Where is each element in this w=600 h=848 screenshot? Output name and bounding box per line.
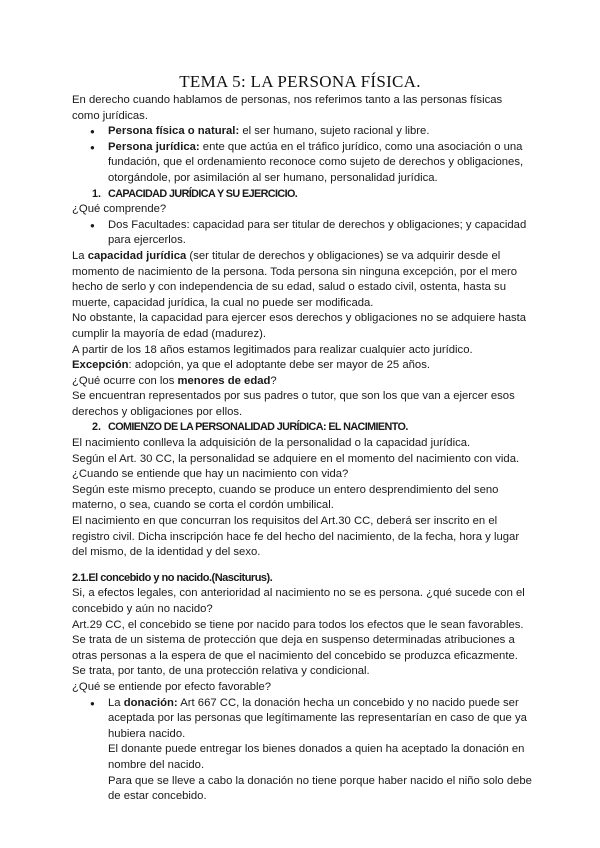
indented-paragraph: El donante puede entregar los bienes donados a quien ha aceptado la donación en nombre del nacido. <box>108 743 525 771</box>
bullet-text: ente que actúa en el tráfico jurídico, como una asociación o una fundación, que el ordenamiento reconoce como sujeto de derechos y obligaciones, otorgándole, por asimilación al ser humano, personalidad jurídica. <box>108 140 524 184</box>
question: ¿Cuando se entiende que hay un nacimiento con vida? <box>72 468 349 481</box>
text-run: : adopción, ya que el adoptante debe ser mayor de 25 años. <box>128 359 430 372</box>
question: ¿Qué se entiende por efecto favorable? <box>72 680 272 693</box>
paragraph: Se encuentran representados por sus padres o tutor, que son los que van a ejercer esos derechos y obligaciones por ellos. <box>72 390 515 418</box>
bullet-persona-juridica <box>72 140 532 187</box>
section-title: COMIENZO DE LA PERSONALIDAD JURÍDICA: EL NACIMIENTO. <box>108 421 408 434</box>
bullet-donacion <box>72 696 532 743</box>
text-run: La <box>72 249 88 262</box>
text-run: Art 667 CC, la donación hecha un concebido y no nacido puede ser aceptada por las personas que legítimamente las representarían en caso de que ya hubiera nacido. <box>108 696 527 740</box>
intro-paragraph: En derecho cuando hablamos de personas, nos referimos tanto a las personas físicas como jurídicas. <box>72 94 503 122</box>
paragraph <box>72 358 532 374</box>
bullet-label: Persona física o natural: <box>108 125 240 138</box>
paragraph: No obstante, la capacidad para ejercer esos derechos y obligaciones no se adquiere hasta cumplir la mayoría de edad (madurez). <box>72 312 527 340</box>
bold-term: Excepción <box>72 359 129 372</box>
bold-term: menores de edad <box>177 374 271 387</box>
bullet-persona-fisica <box>72 124 532 140</box>
section-number: 2. <box>92 421 102 434</box>
paragraph: El nacimiento en que concurran los requisitos del Art.30 CC, deberá ser inscrito en el registro civil. Dicha inscripción hace fe del hecho del nacimiento, de la fecha, hora y lugar del mismo, de la identidad y del sexo. <box>72 515 520 559</box>
page-title: TEMA 5: LA PERSONA FÍSICA. <box>179 72 421 91</box>
paragraph: Se trata de un sistema de protección que deja en suspenso determinadas atribuciones a otras personas a la espera de que el nacimiento del concebido se produzca eficazmente. <box>72 634 518 662</box>
section-heading-1 <box>72 187 532 203</box>
spacer <box>72 561 532 571</box>
bullet-facultades: ● Dos Facultades: capacidad para ser titular de derechos y obligaciones; y capacidad para ejercerlos. <box>72 218 532 249</box>
text-run: ¿Qué ocurre con los <box>72 374 178 387</box>
text-run: La <box>108 696 124 709</box>
paragraph: Según el Art. 30 CC, la personalidad se adquiere en el momento del nacimiento con vida. <box>72 452 520 465</box>
paragraph: Si, a efectos legales, con anterioridad al nacimiento no se es persona. ¿qué sucede con el concebido y aún no nacido? <box>72 587 525 615</box>
bold-term: donación: <box>123 696 178 709</box>
section-heading-2 <box>72 420 532 436</box>
text-run: ? <box>270 374 277 387</box>
paragraph <box>72 249 532 311</box>
paragraph: A partir de los 18 años estamos legitimados para realizar cualquier acto jurídico. <box>72 343 473 356</box>
bullet-text: el ser humano, sujeto racional y libre. <box>239 125 430 138</box>
subsection-heading: 2.1.El concebido y no nacido.(Nasciturus). <box>72 571 273 584</box>
document-body <box>72 93 532 805</box>
paragraph: El nacimiento conlleva la adquisición de la personalidad o la capacidad jurídica. <box>72 437 471 450</box>
question <box>72 374 532 390</box>
bullet-label: Persona jurídica: <box>108 140 200 153</box>
paragraph: Según este mismo precepto, cuando se produce un entero desprendimiento del seno materno, o sea, cuando se corta el cordón umbilical. <box>72 483 499 512</box>
paragraph: Art.29 CC, el concebido se tiene por nacido para todos los efectos que le sean favorables. <box>72 618 524 631</box>
section-number: 1. <box>92 187 102 200</box>
paragraph: Se trata, por tanto, de una protección relativa y condicional. <box>72 665 370 678</box>
indented-paragraph: Para que se lleve a cabo la donación no tiene porque haber nacido el niño solo debe de estar concebido. <box>108 774 532 803</box>
section-title: CAPACIDAD JURÍDICA Y SU EJERCICIO. <box>108 187 298 200</box>
bold-term: capacidad jurídica <box>87 249 187 262</box>
question: ¿Qué comprende? <box>72 203 167 216</box>
text-run: (ser titular de derechos y obligaciones) se va adquirir desde el momento de nacimiento de la persona. Toda persona sin ninguna excepción, por el mero hecho de serlo y con independencia de su edad, salud o estado civil, ostenta, hasta su muerte, capacidad jurídica, la cual no puede ser modificada. <box>72 249 518 309</box>
